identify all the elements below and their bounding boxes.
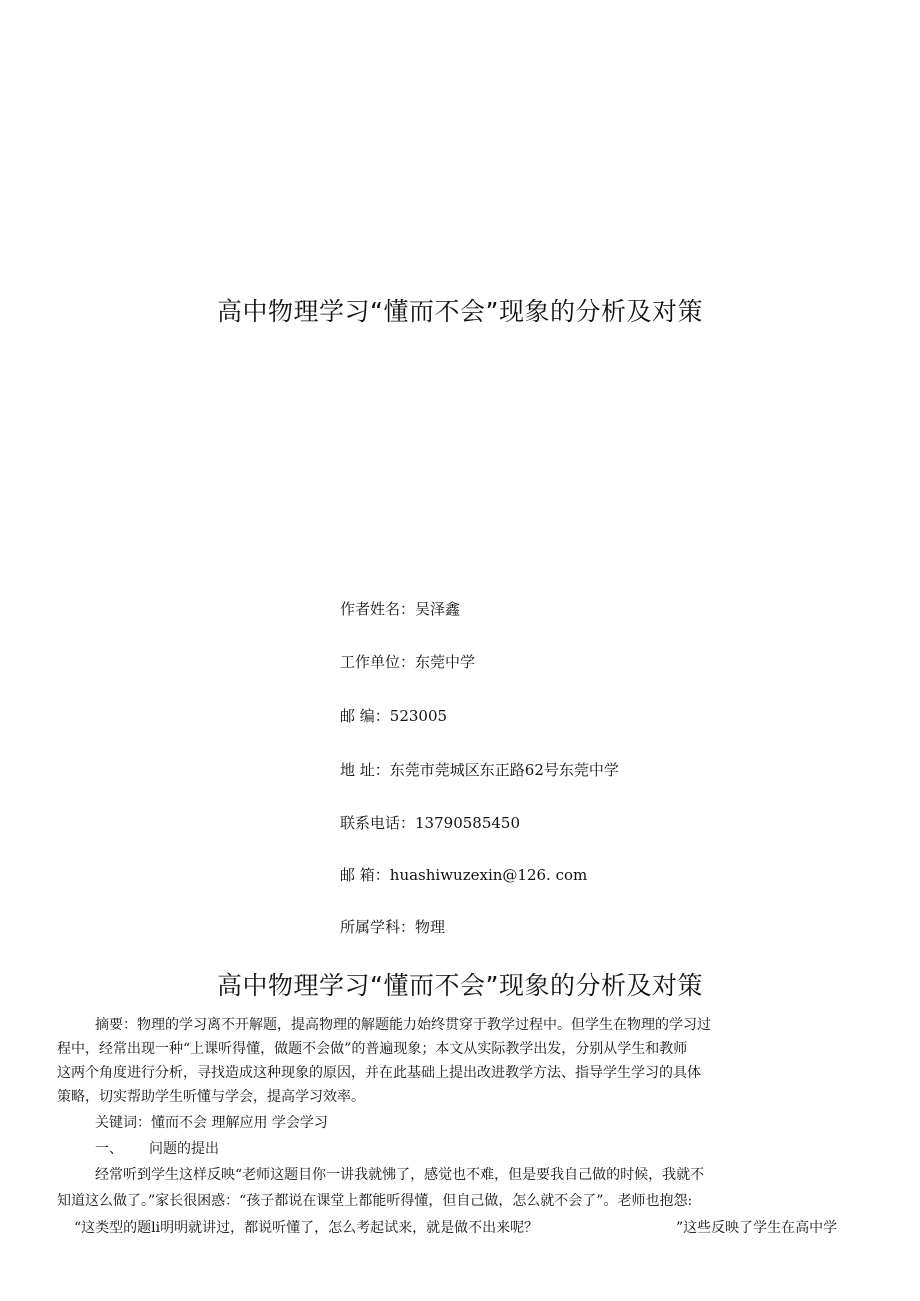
paragraph-line-1: 经常听到学生这样反映“老师这题目你一讲我就怫了，感觉也不难，但是要我自己做的时候，我就不 — [95, 1167, 705, 1183]
info-label: 邮 编： — [340, 707, 390, 725]
info-value: 吴泽鑫 — [415, 600, 461, 618]
abstract-line-1 — [95, 1014, 711, 1034]
section-heading — [95, 1138, 219, 1158]
paragraph-line-2: 知道这么做了。”家长很困惑：“孩子都说在课堂上都能听得懂，但自己做，怎么就不会了”。老师也抱怨: — [57, 1193, 693, 1209]
abstract-line-3: 这两个角度进行分析，寻找造成这种现象的原因，并在此基础上提出改进教学方法、指导学生学习的具体 — [57, 1065, 701, 1081]
article-title: 高中物理学习“懂而不会”现象的分析及对策 — [217, 971, 703, 1000]
info-label: 工作单位： — [340, 653, 416, 671]
paragraph-line-3-end: ”这些反映了学生在高中学 — [676, 1220, 838, 1236]
section-title: 问题的提出 — [149, 1141, 219, 1157]
cover-title: 高中物理学习“懂而不会”现象的分析及对策 — [217, 297, 703, 326]
info-value: huashiwuzexin@126. com — [389, 866, 588, 884]
abstract-label: 摘要： — [95, 1017, 137, 1033]
abstract-text: 物理的学习离不开解题，提高物理的解题能力始终贯穿于教学过程中。但学生在物理的学习过 — [137, 1017, 711, 1033]
info-value: 物理 — [415, 918, 446, 936]
info-subject — [340, 916, 445, 937]
keywords-text: 而不会 理解应用 学会学习 — [165, 1115, 328, 1131]
info-address — [340, 759, 619, 780]
info-value: 东莞中学 — [415, 653, 476, 671]
info-label: 地 址： — [340, 761, 390, 779]
info-email — [340, 864, 587, 885]
info-work-unit — [340, 651, 475, 672]
info-label: 作者姓名： — [340, 600, 416, 618]
info-label: 邮 箱： — [340, 866, 390, 884]
keywords-label: 关键词： — [95, 1115, 151, 1131]
keywords-line — [95, 1112, 328, 1132]
paragraph-line-3: “这类型的题li明明就讲过，都说听懂了，怎么考起试来，就是做不出来呢？ — [74, 1220, 539, 1236]
info-value: 东莞市莞城区东正路62号东莞中学 — [389, 761, 619, 779]
info-postcode — [340, 705, 447, 726]
abstract-line-4: 策略，切实帮助学生听懂与学会，提高学习效率。 — [57, 1089, 365, 1105]
info-label: 联系电话： — [340, 814, 416, 832]
keywords-first: 懂 — [151, 1115, 165, 1131]
abstract-line-2: 程中，经常出现一种“上课听得懂，做题不会做”的普遍现象；本文从实际教学出发，分别从学生和教师 — [57, 1041, 688, 1057]
section-number: 一、 — [95, 1141, 123, 1157]
info-label: 所属学科： — [340, 918, 416, 936]
info-phone — [340, 812, 520, 833]
info-value: 13790585450 — [415, 814, 520, 832]
info-value: 523005 — [389, 707, 448, 725]
info-author — [340, 598, 460, 619]
